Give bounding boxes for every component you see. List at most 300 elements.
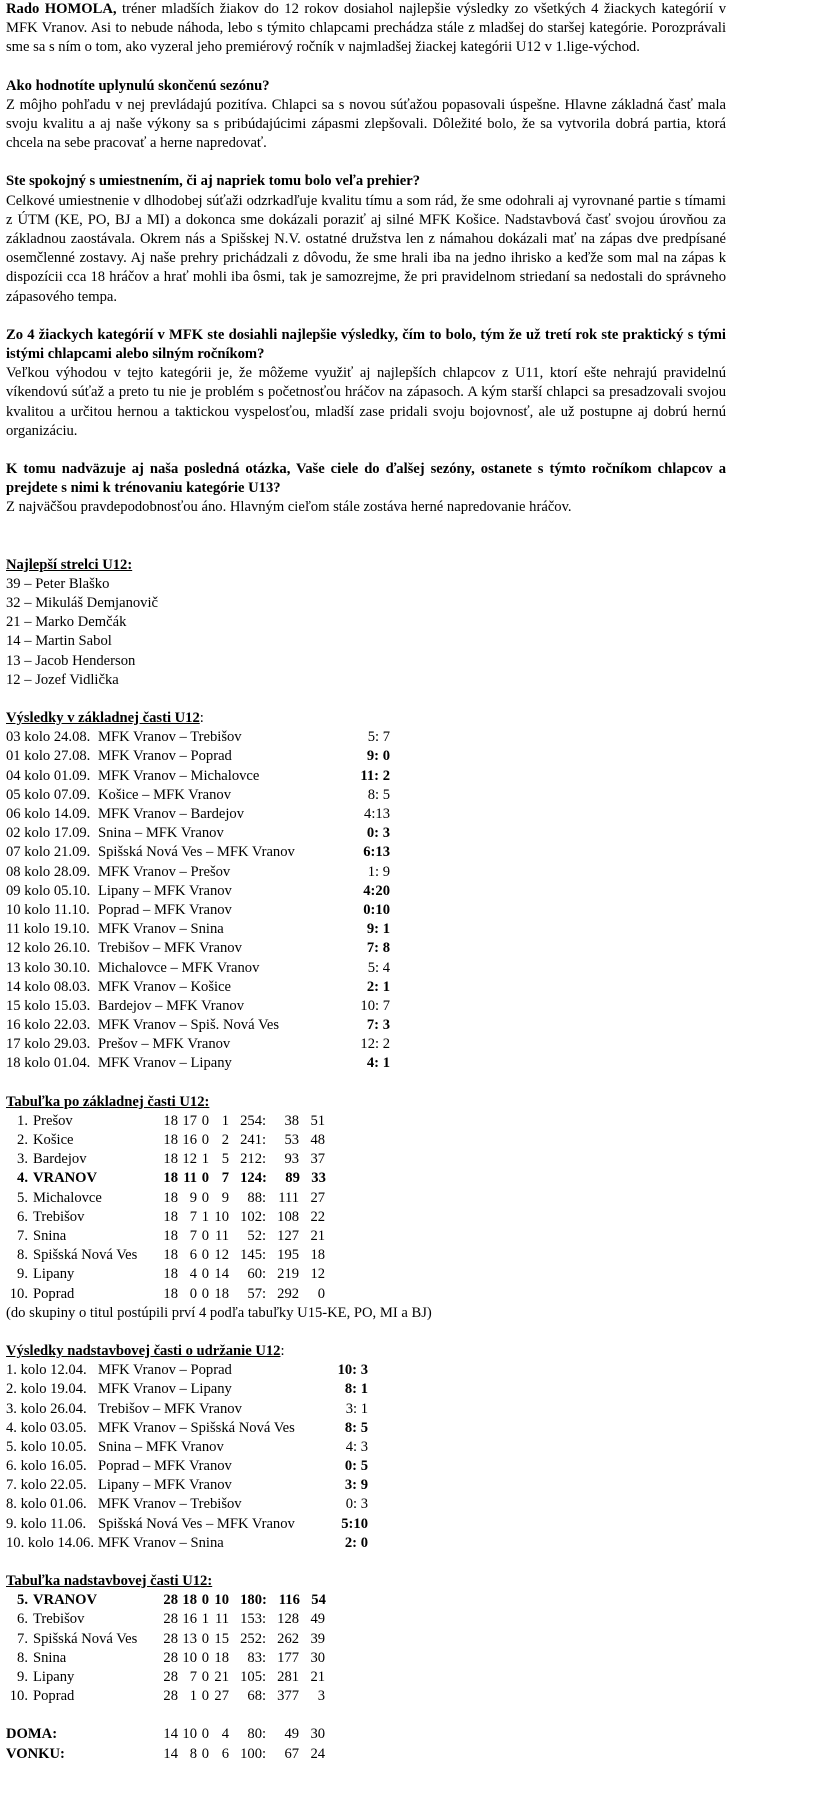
match-row [6,978,726,997]
score-away: 20 [375,882,390,899]
played: 28 [163,1592,178,1609]
intro-text: tréner mladších žiakov do 12 rokov dosiahol najlepšie výsledky zo všetkých 4 žiackych kategórií v MFK Vranov. Asi to nebude náhoda, lebo s týmito chlapcami prechádza stále z mladšej do staršej kategórie. Porozprávali sme sa s ním o tom, ako vyzeral jeho premiérový ročník v najmladšej žiackej kategórii U12 v 1.lige-východ. [6,1,726,56]
match-score: 9: 0 [366,748,390,765]
match-round: 10. kolo 14.06. [6,1534,94,1551]
match-score: 0: 5 [344,1458,368,1475]
points: 30 [310,1726,326,1743]
score-home: 8 [367,786,375,803]
scorer-item: 32 – Mikuláš Demjanovič [6,595,158,612]
standings-row: 2. Košice 18 16 0 2 241 : 53 48 [6,1131,726,1150]
interview-question: Ako hodnotíte uplynulú skončenú sezónu? [6,77,270,94]
match-round: 09 kolo 05.10. [6,882,91,899]
losses: 18 [214,1285,229,1302]
played: 18 [163,1266,178,1283]
goals-against: 262 [277,1630,300,1647]
wins: 8 [189,1745,197,1762]
match-row [6,959,726,978]
match-round: 03 kolo 24.08. [6,729,91,746]
draws: 0 [201,1726,209,1743]
score-away: 7 [379,729,390,746]
score-home: 9 [366,748,375,765]
standings-row: 7. Snina 18 7 0 11 52 : 127 21 [6,1227,726,1246]
match-row [6,1400,726,1419]
draws: 0 [201,1132,209,1149]
match-teams: Lipany – MFK Vranov [98,1477,232,1494]
match-teams: Košice – MFK Vranov [98,786,232,803]
regular-title: Výsledky v základnej časti U12 [6,710,200,727]
score-home: 4 [363,882,371,899]
played: 28 [163,1668,178,1685]
points: 27 [310,1189,326,1206]
match-round: 2. kolo 19.04. [6,1381,87,1398]
wins: 16 [182,1132,197,1149]
points: 37 [310,1151,326,1168]
goals-for: 102 [240,1208,262,1225]
score-away: 5 [379,786,390,803]
match-round: 8. kolo 01.06. [6,1496,87,1513]
score-away: 4 [379,959,390,976]
score-home: 6 [363,844,371,861]
score-home: 10 [337,1362,353,1379]
match-score: 1: 9 [367,863,390,880]
draws: 0 [201,1668,209,1685]
losses: 14 [214,1266,229,1283]
match-teams: MFK Vranov – Košice [98,978,232,995]
match-score: 12: 2 [360,1036,390,1053]
goals-for: 83 [247,1649,262,1666]
match-score: 8: 1 [344,1381,368,1398]
score-away: 0 [379,748,390,765]
score-home: 0 [345,1496,353,1513]
match-round: 4. kolo 03.05. [6,1419,87,1436]
points: 3 [317,1688,326,1705]
wins: 16 [182,1611,197,1628]
goals-for: 80 [247,1726,262,1743]
match-teams: MFK Vranov – Poprad [98,748,232,765]
match-round: 06 kolo 14.09. [6,806,91,823]
losses: 15 [214,1630,229,1647]
scorer-item: 14 – Martin Sabol [6,633,112,650]
match-teams: Prešov – MFK Vranov [98,1036,231,1053]
goals-against: 177 [277,1649,300,1666]
team-name: Lipany [33,1266,75,1283]
goals-against: 53 [284,1132,300,1149]
score-home: 0 [366,825,375,842]
score-home: 5 [341,1515,349,1532]
match-teams: Spišská Nová Ves – MFK Vranov [98,844,295,861]
match-teams: MFK Vranov – Prešov [98,863,231,880]
losses: 10 [214,1592,229,1609]
team-rank: 5. [17,1189,28,1206]
match-teams: MFK Vranov – Spiš. Nová Ves [98,1017,280,1034]
draws: 0 [201,1649,209,1666]
points: 0 [317,1285,326,1302]
match-teams: Trebišov – MFK Vranov [98,1400,242,1417]
score-away: 10 [353,1515,368,1532]
match-teams: Bardejov – MFK Vranov [98,997,244,1014]
scorer-item: 39 – Peter Blaško [6,575,110,592]
goals-against: 93 [284,1151,300,1168]
home-away-row: DOMA: 14 10 0 4 80 : 49 30 [6,1725,726,1744]
match-round: 16 kolo 22.03. [6,1017,91,1034]
scorers-title: Najlepší strelci U12: [6,556,133,573]
intro-paragraph [6,0,726,58]
points: 33 [311,1170,326,1187]
standings-row: 7. Spišská Nová Ves 28 13 0 15 252 : 262 39 [6,1630,726,1649]
team-name: Snina [33,1649,67,1666]
match-row [6,997,726,1016]
score-home: 4 [364,806,372,823]
played: 28 [163,1649,178,1666]
losses: 5 [221,1151,229,1168]
interview-answer: Veľkou výhodou v tejto kategórii je, že môžeme využiť aj najlepších chlapcov z U11, ktorí ešte nehrajú pravidelnú víkendovú súťaž a preto tu nie je problém s početnosťou hráčov na zápasoch. A kým starší chlapci sa presadzovali svojou kvalitou a určitou hernou a taktickou vyspelosťou, mladší zase pridali svoju bojovnosť, ale už postupne aj dobrú hernú organizáciu. [6,365,726,439]
match-row [6,843,726,862]
match-score: 9: 1 [366,921,390,938]
match-teams: MFK Vranov – Trebišov [98,729,242,746]
match-row [6,824,726,843]
match-score: 5:10 [341,1515,368,1532]
team-name: Bardejov [33,1151,87,1168]
match-score: 0:10 [363,901,390,918]
match-score: 8: 5 [367,786,390,803]
team-rank: 6. [17,1208,28,1225]
match-round: 6. kolo 16.05. [6,1458,87,1475]
goals-for: 52 [247,1228,262,1244]
score-away: 1 [379,978,390,995]
match-row [6,805,726,824]
points: 24 [310,1745,326,1762]
standings-row: 6. Trebišov 28 16 1 11 153 : 128 49 [6,1610,726,1629]
wins: 0 [189,1285,197,1302]
match-row [6,728,726,747]
match-score: 2: 0 [344,1534,368,1551]
draws: 0 [201,1189,209,1206]
spacer [6,441,726,460]
score-home: 1 [367,863,375,880]
points: 21 [310,1228,326,1244]
wins: 7 [189,1668,197,1685]
wins: 18 [182,1592,197,1609]
score-home: 0 [344,1458,353,1475]
match-score: 5: 4 [367,959,390,976]
draws: 0 [201,1266,209,1283]
match-row [6,1534,726,1553]
match-score: 5: 7 [367,729,390,746]
wins: 1 [189,1688,197,1705]
team-name: Spišská Nová Ves [33,1630,138,1647]
match-teams: MFK Vranov – Snina [98,921,224,938]
match-round: 14 kolo 08.03. [6,978,91,995]
regular-title-line: Výsledky v základnej časti U12: [6,710,204,727]
played: 18 [163,1112,178,1129]
match-score: 2: 1 [366,978,390,995]
played: 28 [163,1611,178,1628]
home-away-label: DOMA: [6,1726,58,1743]
goals-against: 377 [277,1688,300,1705]
points: 21 [310,1668,326,1685]
goals-for: 254 [240,1112,262,1129]
table1-title: Tabuľka po základnej časti U12: [6,1093,210,1110]
score-away: 3 [357,1362,368,1379]
points: 49 [310,1611,326,1628]
standings-row: 5. Michalovce 18 9 0 9 88 : 111 27 [6,1189,726,1208]
match-round: 9. kolo 11.06. [6,1515,87,1532]
goals-against: 111 [278,1189,300,1206]
relegation-title-line: Výsledky nadstavbovej časti o udržanie U12: [6,1342,285,1359]
losses: 18 [214,1649,229,1666]
spacer [6,153,726,172]
match-teams: Snina – MFK Vranov [98,825,224,842]
match-row [6,1380,726,1399]
standings-row: 1. Prešov 18 17 0 1 254 : 38 51 [6,1112,726,1131]
goals-against: 89 [285,1170,300,1187]
standings-row: 9. Lipany 28 7 0 21 105 : 281 21 [6,1668,726,1687]
score-away: 1 [357,1400,368,1417]
match-score: 8: 5 [344,1419,368,1436]
goals-for: 124 [240,1170,262,1187]
score-away: 1 [379,921,390,938]
score-away: 1 [379,1055,390,1072]
match-teams: MFK Vranov – Spišská Nová Ves [98,1419,295,1436]
match-round: 5. kolo 10.05. [6,1438,87,1455]
draws: 0 [201,1285,209,1302]
interview-answer: Celkové umiestnenie v dlhodobej súťaži odzrkadľuje kvalitu tímu a som rád, že sme odohrali aj vyrovnané partie s tímami z ÚTM (KE, PO, BJ a MI) a dokonca sme dokázali poraziť aj silné MFK Košice. Nadstavbová časť svojou úrovňou za základnou zaostávala. Okrem nás a Spišskej N.V. ostatné družstva len z námahou dokázali mať na zápas dve predpísané osemčlenné zostavy. Aj naše prehry prichádzali z dôvodu, že sme hrali iba na jedno ihrisko a keďže som mal na zápas k dispozícii cca 18 hráčov a hrať mohli iba ôsmi, tak je samozrejme, že pri pravidelnom striedaní sa nedostali do správneho zápasového tempa. [6,192,726,305]
score-home: 2 [344,1534,353,1551]
match-round: 3. kolo 26.04. [6,1400,87,1417]
match-teams: Snina – MFK Vranov [98,1438,224,1455]
team-name: Lipany [33,1668,75,1685]
match-round: 7. kolo 22.05. [6,1477,87,1494]
score-home: 8 [344,1419,353,1436]
team-name: Prešov [33,1112,73,1129]
coach-name: Rado HOMOLA, [6,1,117,17]
interview-question: Zo 4 žiackych kategórií v MFK ste dosiahli najlepšie výsledky, čím to bolo, tým že už tretí rok ste praktický s tými istými chlapcami alebo silným ročníkom? [6,326,726,363]
losses: 11 [214,1611,229,1628]
played: 14 [163,1726,178,1743]
standings-row: 10. Poprad 18 0 0 18 57 : 292 0 [6,1285,726,1304]
wins: 13 [182,1630,197,1647]
match-teams: MFK Vranov – Poprad [98,1362,232,1379]
team-rank: 2. [17,1132,28,1149]
match-row [6,1495,726,1514]
interview-answer: Z najväčšou pravdepodobnosťou áno. Hlavným cieľom stále zostáva herné napredovanie hráčov. [6,499,572,516]
team-name: Košice [33,1132,74,1149]
score-away: 3 [379,825,390,842]
goals-for: 68 [247,1688,262,1705]
points: 54 [311,1592,326,1609]
team-rank: 9. [17,1266,28,1283]
match-round: 13 kolo 30.10. [6,959,91,976]
match-round: 02 kolo 17.09. [6,825,91,842]
table1-note: (do skupiny o titul postúpili prví 4 podľa tabuľky U15-KE, PO, MI a BJ) [6,1304,432,1321]
draws: 0 [201,1745,209,1762]
score-away: 8 [379,940,390,957]
score-home: 11 [360,767,375,784]
played: 14 [163,1745,178,1762]
draws: 0 [201,1112,209,1129]
match-teams: MFK Vranov – Trebišov [98,1496,242,1513]
score-home: 4 [345,1438,353,1455]
team-name: VRANOV [33,1170,98,1187]
goals-against: 49 [284,1726,300,1743]
team-name: Poprad [33,1688,75,1705]
goals-for: 57 [247,1285,262,1302]
team-rank: 7. [17,1228,28,1244]
match-score: 4: 3 [345,1438,368,1455]
score-away: 3 [379,1017,390,1034]
scorer-item: 21 – Marko Demčák [6,614,127,631]
score-away: 7 [379,997,390,1014]
team-rank: 10. [9,1285,28,1302]
draws: 0 [201,1228,209,1244]
team-name: Trebišov [33,1208,85,1225]
score-home: 10 [360,997,375,1014]
match-row [6,1361,726,1380]
team-rank: 8. [17,1649,28,1666]
match-teams: MFK Vranov – Snina [98,1534,224,1551]
score-away: 13 [375,806,390,823]
match-row [6,1438,726,1457]
goals-against: 38 [284,1112,300,1129]
goals-for: 252 [240,1630,262,1647]
match-round: 08 kolo 28.09. [6,863,91,880]
losses: 2 [221,1132,229,1149]
match-round: 10 kolo 11.10. [6,901,90,918]
score-away: 9 [357,1477,368,1494]
points: 39 [310,1630,326,1647]
played: 18 [163,1151,178,1168]
match-score: 4:13 [364,806,390,823]
match-score: 11: 2 [360,767,390,784]
losses: 7 [221,1170,229,1187]
team-rank: 10. [9,1688,28,1705]
score-away: 2 [379,1036,390,1053]
table2-title: Tabuľka nadstavbovej časti U12: [6,1573,213,1590]
draws: 1 [201,1208,209,1225]
score-away: 2 [379,767,390,784]
match-score: 6:13 [363,844,390,861]
match-round: 1. kolo 12.04. [6,1362,87,1379]
relegation-results [6,1342,726,1553]
score-home: 3 [345,1400,353,1417]
team-rank: 9. [17,1668,28,1685]
team-name: Spišská Nová Ves [33,1247,138,1264]
team-rank: 7. [17,1630,28,1647]
match-round: 11 kolo 19.10. [6,921,90,938]
goals-for: 145 [240,1247,262,1264]
score-home: 0 [363,901,371,918]
match-teams: MFK Vranov – Lipany [98,1055,232,1072]
points: 48 [310,1132,326,1149]
home-away-row: VONKU: 14 8 0 6 100 : 67 24 [6,1745,726,1764]
score-home: 9 [366,921,375,938]
standings-row: 10. Poprad 28 1 0 27 68 : 377 3 [6,1687,726,1706]
interview [6,58,726,518]
goals-for: 180 [240,1592,262,1609]
draws: 0 [201,1630,209,1647]
draws: 0 [201,1592,209,1609]
standings-row: 5. VRANOV 28 18 0 10 180 : 116 54 [6,1591,726,1610]
scorer-item: 13 – Jacob Henderson [6,652,136,669]
top-scorers [6,556,726,690]
losses: 6 [221,1745,229,1762]
goals-against: 128 [277,1611,300,1628]
played: 28 [163,1630,178,1647]
match-round: 18 kolo 01.04. [6,1055,91,1072]
interview-answer: Z môjho pohľadu v nej prevládajú pozitíva. Chlapci sa s novou súťažou popasovali úspešne. Hlavne základná časť mala svoju kvalitu a aj naše výkony sa s pribúdajúcimi zápasmi zlepšovali. Dôležité bolo, že sa vytvorila dobrá partia, ktorá chcela na sebe pracovať a herne napredovať. [6,96,726,152]
played: 18 [163,1170,178,1187]
match-score: 4: 1 [366,1055,390,1072]
match-teams: MFK Vranov – Bardejov [98,806,244,823]
match-round: 04 kolo 01.09. [6,767,91,784]
losses: 1 [221,1112,229,1129]
points: 22 [310,1208,326,1225]
match-teams: Lipany – MFK Vranov [98,882,232,899]
points: 30 [310,1649,326,1666]
team-rank: 4. [17,1170,28,1187]
match-row [6,1054,726,1073]
home-away-summary [6,1725,726,1763]
match-row [6,767,726,786]
team-rank: 5. [17,1592,28,1609]
match-row [6,1476,726,1495]
played: 18 [163,1247,178,1264]
match-row [6,1515,726,1534]
team-name: VRANOV [33,1592,98,1609]
match-score: 7: 8 [366,940,390,957]
spacer [6,58,726,77]
match-row [6,882,726,901]
match-score: 0: 3 [366,825,390,842]
relegation-title: Výsledky nadstavbovej časti o udržanie U12 [6,1342,281,1359]
goals-against: 219 [277,1266,300,1283]
team-rank: 6. [17,1611,28,1628]
goals-for: 60 [247,1266,262,1283]
wins: 6 [189,1247,197,1264]
match-score: 10: 7 [360,997,390,1014]
match-row [6,1457,726,1476]
match-teams: Poprad – MFK Vranov [98,901,232,918]
match-row [6,1035,726,1054]
score-home: 5 [367,959,375,976]
losses: 9 [221,1189,229,1206]
score-away: 13 [375,844,390,861]
match-teams: Spišská Nová Ves – MFK Vranov [98,1515,295,1532]
standings-row: 4. VRANOV 18 11 0 7 124 : 89 33 [6,1169,726,1188]
draws: 1 [201,1611,209,1628]
draws: 0 [201,1247,209,1264]
wins: 9 [189,1189,197,1206]
losses: 4 [221,1726,229,1743]
played: 28 [163,1688,178,1705]
match-teams: MFK Vranov – Michalovce [98,767,260,784]
wins: 7 [189,1208,197,1225]
played: 18 [163,1132,178,1149]
match-row [6,939,726,958]
points: 12 [310,1266,326,1283]
interview-question: Ste spokojný s umiestnením, či aj napriek tomu bolo veľa prehier? [6,173,420,190]
wins: 17 [182,1112,197,1129]
score-home: 8 [344,1381,353,1398]
score-home: 12 [360,1036,375,1053]
score-away: 9 [379,863,390,880]
goals-for: 88 [247,1189,262,1206]
team-name: Poprad [33,1285,75,1302]
goals-against: 127 [277,1228,300,1244]
match-teams: Poprad – MFK Vranov [98,1458,232,1475]
match-score: 3: 9 [344,1477,368,1494]
match-row [6,747,726,766]
